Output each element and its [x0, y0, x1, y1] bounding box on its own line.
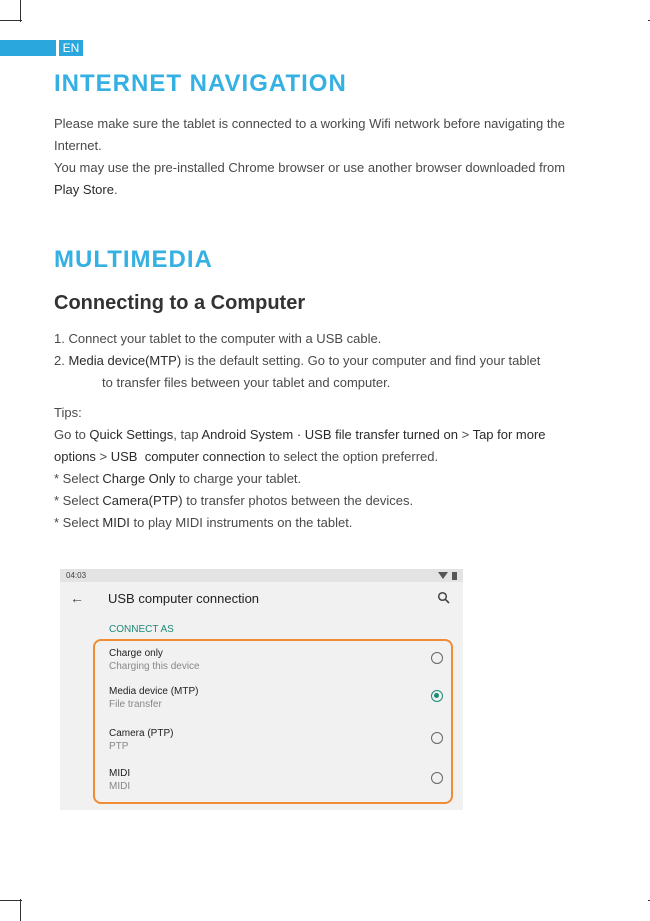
crop-mark — [0, 900, 22, 901]
connecting-subheading: Connecting to a Computer — [54, 292, 306, 314]
radio-button-selected[interactable] — [431, 690, 443, 702]
status-icons — [438, 572, 457, 580]
quick-settings-text: Quick Settings — [89, 427, 174, 442]
step-2-continued: to transfer files between your tablet and computer. — [102, 375, 391, 390]
internet-text — [54, 113, 614, 201]
step-1: 1. Connect your tablet to the computer with a USB cable. — [54, 331, 382, 346]
radio-button[interactable] — [431, 652, 443, 664]
text-fragment: 2. — [54, 353, 69, 368]
option-charge-only[interactable] — [109, 647, 451, 677]
steps-text — [54, 328, 614, 394]
bullet-camera — [54, 490, 614, 512]
usb-settings-screenshot — [60, 569, 463, 810]
option-title: Charge only — [109, 648, 163, 659]
text-fragment: is the default setting. Go to your computer and find your tablet — [181, 353, 541, 368]
android-system-text: Android System · USB file transfer turned on — [201, 427, 458, 442]
option-media-device[interactable] — [109, 685, 451, 715]
battery-icon — [452, 572, 457, 580]
internet-line: Please make sure the tablet is connected to a working Wifi network before navigating the — [54, 116, 565, 131]
option-camera[interactable] — [109, 727, 451, 757]
crop-mark — [0, 20, 22, 21]
search-icon[interactable] — [437, 591, 451, 605]
wifi-icon — [438, 572, 448, 579]
option-subtitle: MIDI — [109, 781, 131, 792]
tap-more-text: Tap for more — [472, 427, 546, 442]
status-bar — [60, 569, 463, 582]
text-fragment: > — [457, 427, 473, 442]
usb-connection-text: USB computer connection — [110, 449, 266, 464]
option-title: MIDI — [109, 768, 131, 779]
text-fragment: . — [113, 182, 118, 197]
text-fragment: > — [95, 449, 111, 464]
option-subtitle: PTP — [109, 741, 129, 752]
option-title: Media device (MTP) — [109, 686, 199, 697]
text-fragment: to transfer photos between the devices. — [182, 493, 414, 508]
internet-line — [54, 179, 614, 201]
multimedia-heading: MULTIMEDIA — [54, 246, 213, 273]
option-subtitle: File transfer — [109, 699, 162, 710]
text-fragment: to charge your tablet. — [175, 471, 302, 486]
text-fragment: to select the option preferred. — [265, 449, 439, 464]
connection-options — [93, 639, 453, 804]
tips-text — [54, 402, 614, 534]
radio-button[interactable] — [431, 772, 443, 784]
midi-text: MIDI — [102, 515, 130, 530]
crop-mark — [20, 899, 21, 921]
step-2 — [54, 350, 614, 372]
connect-as-header: CONNECT AS — [109, 624, 174, 635]
camera-ptp-text: Camera(PTP) — [102, 493, 183, 508]
radio-button[interactable] — [431, 732, 443, 744]
crop-mark — [20, 0, 21, 22]
back-arrow-icon[interactable]: ← — [70, 590, 84, 606]
tips-line — [54, 446, 614, 468]
language-tag: EN — [59, 40, 83, 56]
tips-label: Tips: — [54, 405, 82, 420]
internet-line: You may use the pre-installed Chrome browser or use another browser downloaded from — [54, 160, 566, 175]
mtp-highlight: Media device(MTP) — [68, 353, 182, 368]
option-subtitle: Charging this device — [109, 661, 200, 672]
tips-line — [54, 424, 614, 446]
option-midi[interactable] — [109, 767, 451, 797]
screen-title: USB computer connection — [108, 590, 260, 606]
text-fragment: * Select — [54, 493, 103, 508]
option-title: Camera (PTP) — [109, 728, 174, 739]
language-bar — [0, 40, 56, 56]
app-bar — [60, 582, 463, 614]
bullet-midi — [54, 512, 614, 534]
options-text: options — [54, 449, 96, 464]
internet-heading: INTERNET NAVIGATION — [54, 70, 347, 97]
internet-line: Internet. — [54, 138, 102, 153]
play-store-text: Play Store — [54, 182, 114, 197]
bullet-charge — [54, 468, 614, 490]
charge-only-text: Charge Only — [102, 471, 176, 486]
status-time: 04:03 — [66, 571, 87, 580]
text-fragment: Go to — [54, 427, 90, 442]
text-fragment: , tap — [173, 427, 202, 442]
text-fragment: * Select — [54, 471, 103, 486]
text-fragment: * Select — [54, 515, 103, 530]
text-fragment: to play MIDI instruments on the tablet. — [129, 515, 353, 530]
